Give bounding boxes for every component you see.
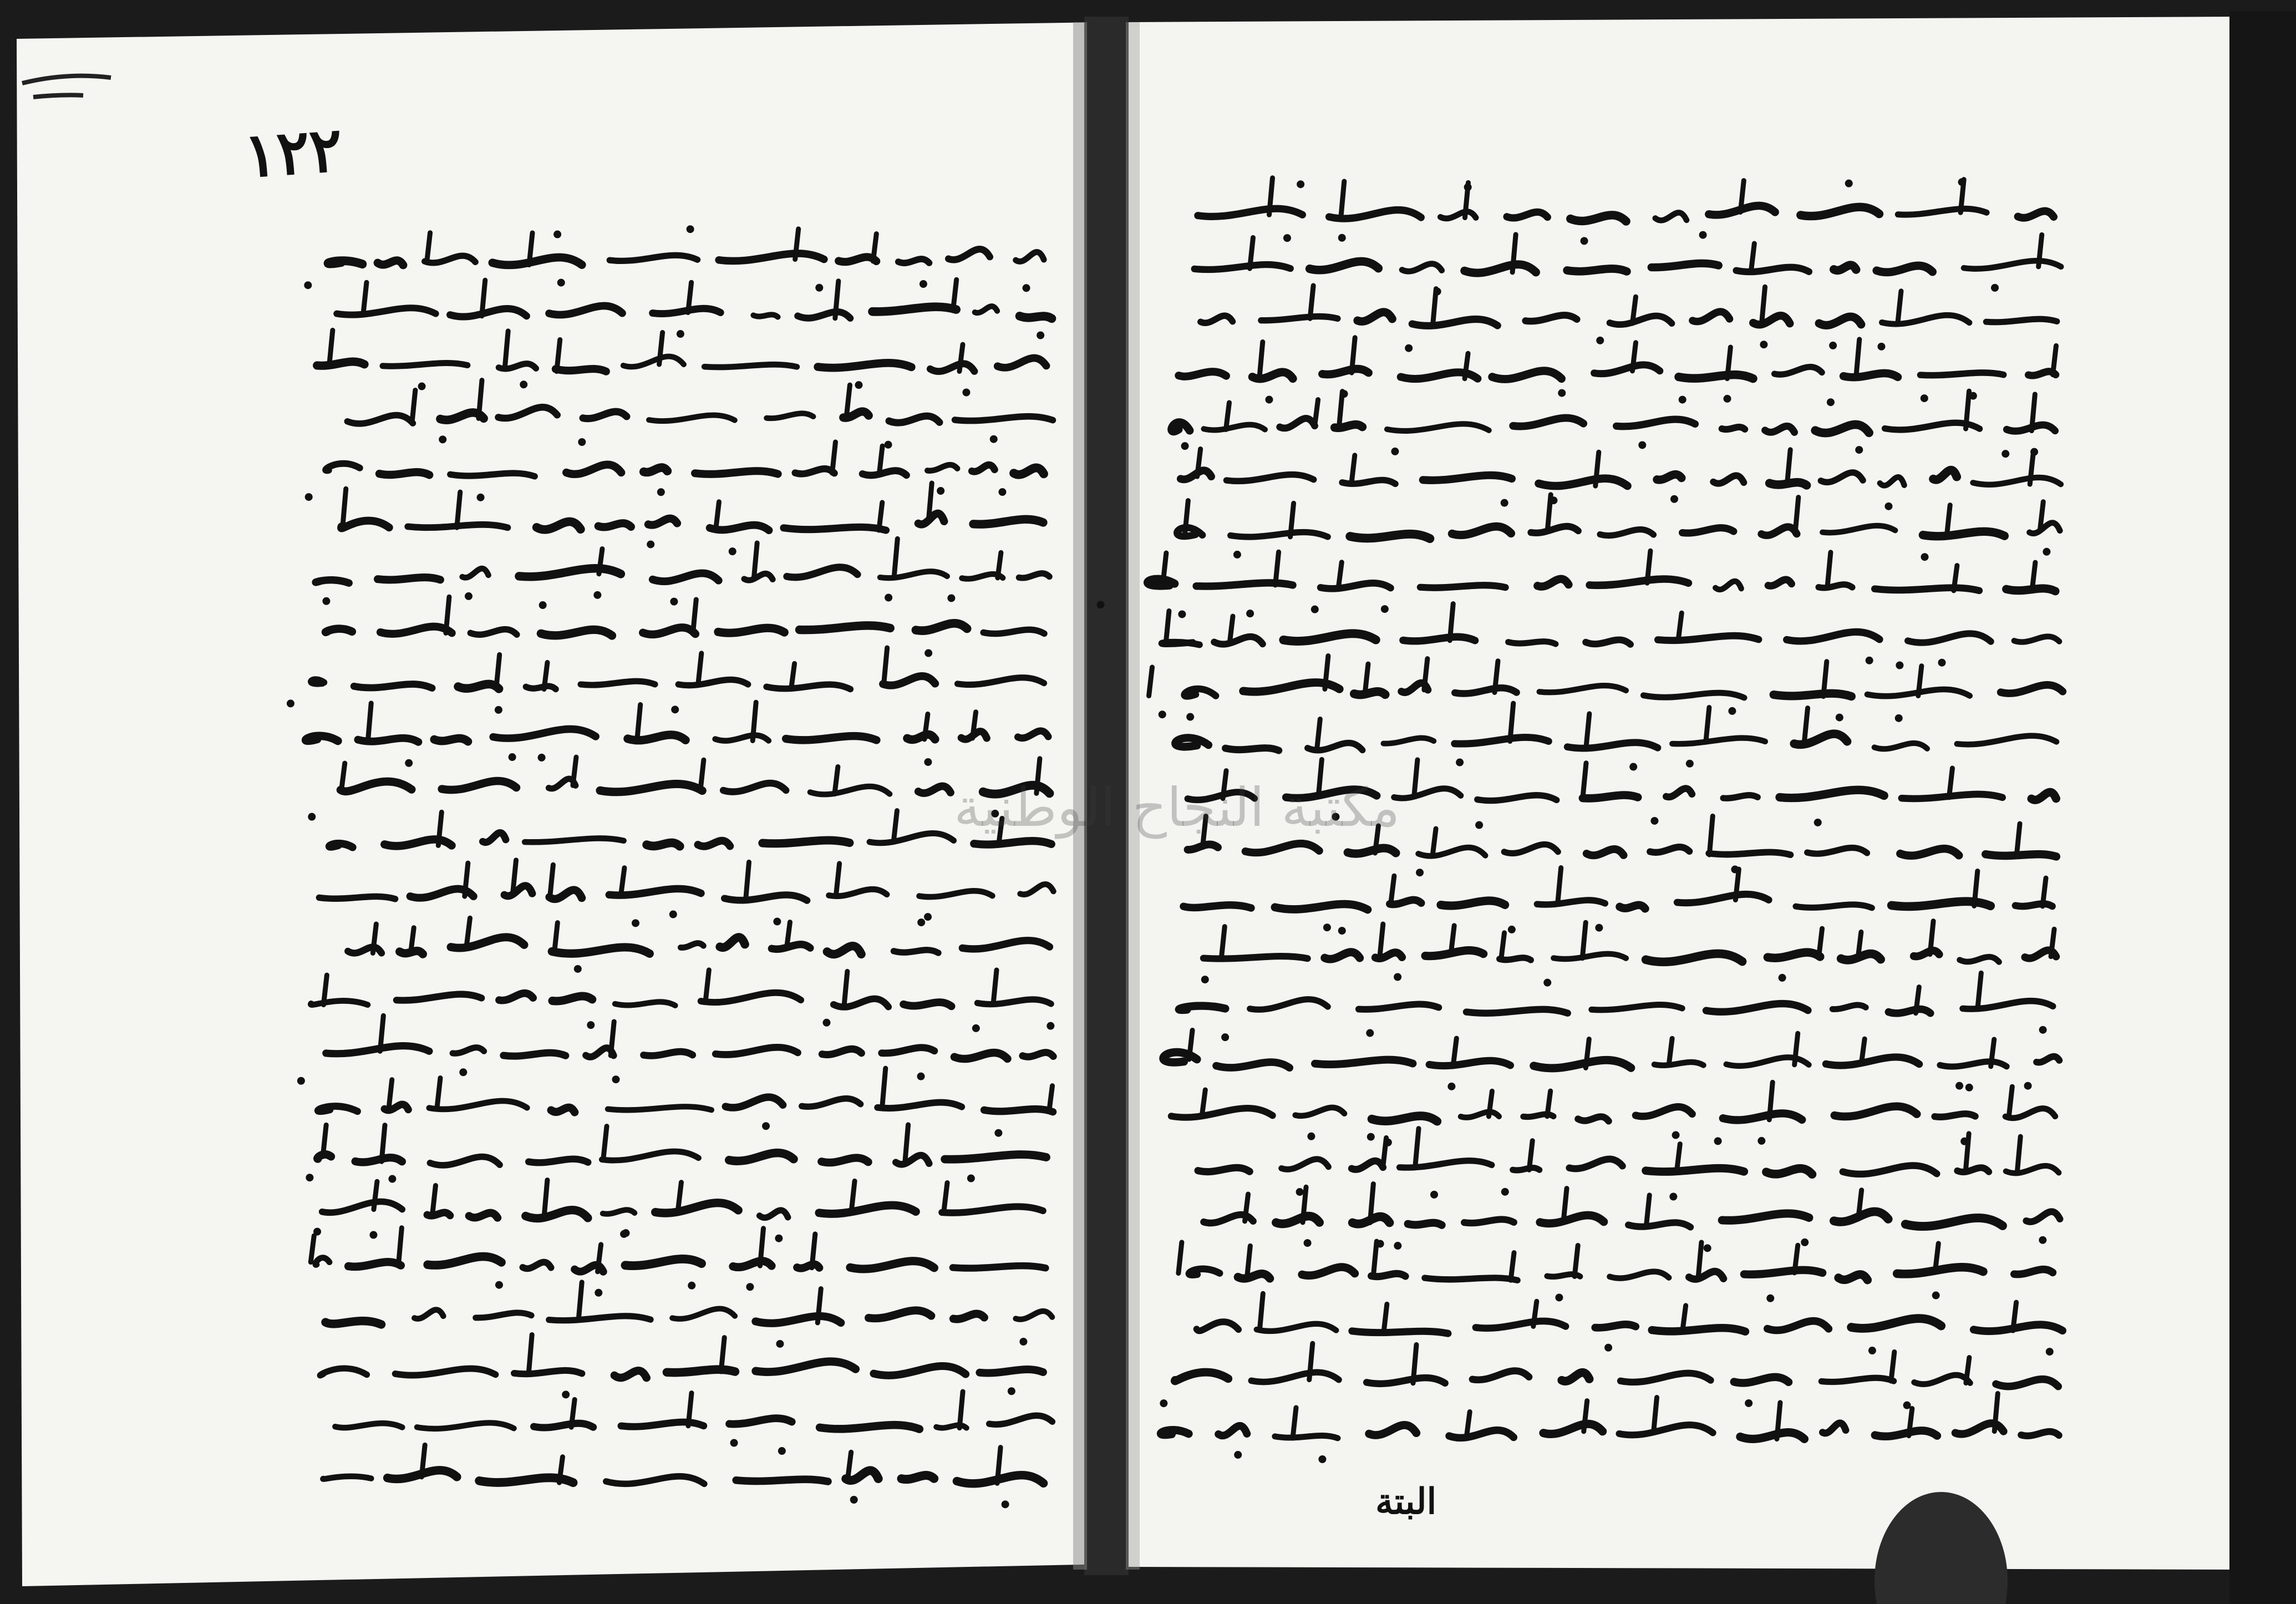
catchword: البتة xyxy=(1375,1481,1437,1522)
watermark: مكتبة النجاح الوطنية xyxy=(954,776,1400,839)
page-number: ١٢٢ xyxy=(241,113,345,192)
